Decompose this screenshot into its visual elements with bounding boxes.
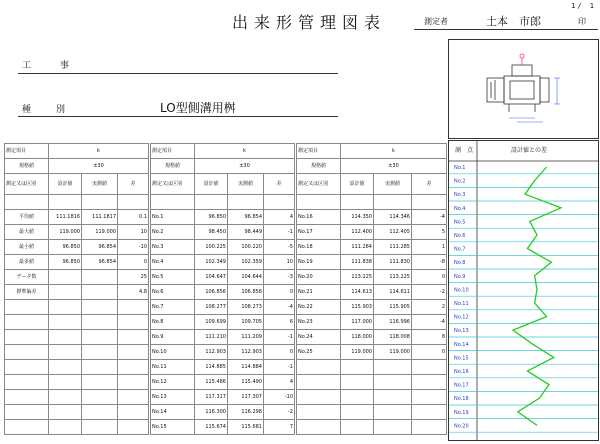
diff-header: 差 [118,174,149,195]
table-row: No.5 104.647 104.644 -3 [151,270,295,285]
table-row: No.3 100.225 100.220 -5 [151,240,295,255]
point-label: No.4 [454,205,466,212]
stat-row: 平均値 111.1816 111.1817 0.1 [5,210,149,225]
shubetsu-value: LO型側溝用桝 [160,101,236,115]
measurer-underline [414,29,598,30]
point-label: No.15 [454,355,469,362]
item-value: k [49,144,149,159]
table-row: No.15 115.674 115.681 7 [151,420,295,435]
point-header: 測 点 [455,147,474,154]
table-row: No.9 111.210 111.209 -1 [151,330,295,345]
std-value: ±30 [49,159,149,174]
stat-row: データ数 25 [5,270,149,285]
point-label: No.8 [454,260,466,267]
graph-title: 設計値との差 [511,147,548,154]
stats-table [4,143,149,435]
table-row: No.12 115.486 115.490 4 [151,375,295,390]
shubetsu-label: 種 別 [22,105,74,115]
std-label: 規格値 [5,159,49,174]
point-label: No.6 [454,233,466,239]
table-row: No.18 111.284 111.285 1 [297,240,447,255]
table-row: No.2 98.450 98.449 -1 [151,225,295,240]
meas-label: 測定又は区別 [5,174,49,195]
table-row: No.25 119.000 119.000 0 [297,345,447,360]
point-label: No.20 [454,423,469,430]
point-label: No.19 [454,409,469,416]
point-label: No.9 [454,273,466,280]
point-label: No.7 [454,246,466,253]
point-label: No.17 [454,382,469,389]
point-label: No.10 [454,287,469,294]
table-row: No.6 106.856 106.856 0 [151,285,295,300]
stat-row: 最小値 96.850 96.854 -10 [5,240,149,255]
page-title: 出来形管理図表 [232,13,387,32]
point-label: No.1 [454,165,466,171]
table-row: No.7 108.277 108.273 -4 [151,300,295,315]
point-label: No.3 [454,192,466,199]
point-label: No.14 [454,341,469,348]
page-indicator: 1/ 1 [571,2,596,10]
structure-sketch [448,39,599,139]
item-label: 測定項目 [5,144,49,159]
measurement-table-2: 測定項目 k 規格値 ±30 測定又は区別 設計値 実測値 差 No.16 114.350 114.346 -4 No.17 112.400 112.405 5 No.18 111.284 111.285 1 No.19 111.838 111.830 -8 No.20 113.225 113.225 0 No.21 114.613 114.611 -2 No.22 115.903 115.905 2 No.23 117.000 116.996 -4 No.24 118.000 118.008 8 No.25 119.000 119.000 0 [296,143,447,435]
point-label: No.5 [454,219,466,226]
catch-basin-diagram-icon [449,40,598,138]
stat-row: 標準偏差 4.8 [5,285,149,300]
table-row: No.10 112.903 112.903 0 [151,345,295,360]
measurer-label: 測定者 [424,17,448,26]
table-row: No.22 115.903 115.905 2 [297,300,447,315]
stat-row: 最大値 119.000 119.000 10 [5,225,149,240]
table-row: No.14 116.300 116.298 -2 [151,405,295,420]
stat-row: 最多値 96.850 96.854 0 [5,255,149,270]
table-row: No.24 118.000 118.008 8 [297,330,447,345]
table-row: No.8 109.699 109.705 6 [151,315,295,330]
table-row: No.16 114.350 114.346 -4 [297,210,447,225]
point-label: No.16 [454,369,469,375]
table-row: No.19 111.838 111.830 -8 [297,255,447,270]
measurer-name: 土本 市郎 [486,15,541,28]
koji-underline [18,73,338,74]
seal-mark: 印 [578,17,586,26]
table-row: No.17 112.400 112.405 5 [297,225,447,240]
table-row: No.1 96.850 96.854 4 [151,210,295,225]
point-label: No.13 [454,328,469,335]
table-row: No.4 102.349 102.359 10 [151,255,295,270]
table-row: No.21 114.613 114.611 -2 [297,285,447,300]
shubetsu-underline [18,116,338,117]
point-label: No.2 [454,178,466,185]
koji-label: 工 事 [22,61,80,71]
point-label: No.18 [454,396,469,403]
point-label: No.11 [454,301,469,307]
table-row: No.11 114.885 114.884 -1 [151,360,295,375]
actual-header: 実測値 [82,174,118,195]
difference-chart [449,141,598,440]
table-row: No.20 113.225 113.225 0 [297,270,447,285]
measurement-table-1: 測定項目 k 規格値 ±30 測定又は区別 設計値 実測値 差 No.1 96.850 96.854 4 No.2 98.450 98.449 -1 No.3 100.225 100.220 -5 No.4 102.349 102.359 10 No.5 104.647 104.644 -3 No.6 106.856 106.856 0 No.7 108.277 108.273 -4 No.8 109.699 109.705 6 No.9 111.210 111.209 -1 No.10 112.903 112.903 0 No.11 114.885 114.884 -1 No.12 115.486 115.490 4 No.13 117.317 117.307 -10 No.14 116.300 116.298 -2 No.15 115.674 115.681 7 [150,143,295,435]
point-label: No.12 [454,314,469,321]
table-row: No.13 117.317 117.307 -10 [151,390,295,405]
table-row: No.23 117.000 116.996 -4 [297,315,447,330]
difference-graph [448,140,599,441]
design-header: 設計値 [49,174,82,195]
